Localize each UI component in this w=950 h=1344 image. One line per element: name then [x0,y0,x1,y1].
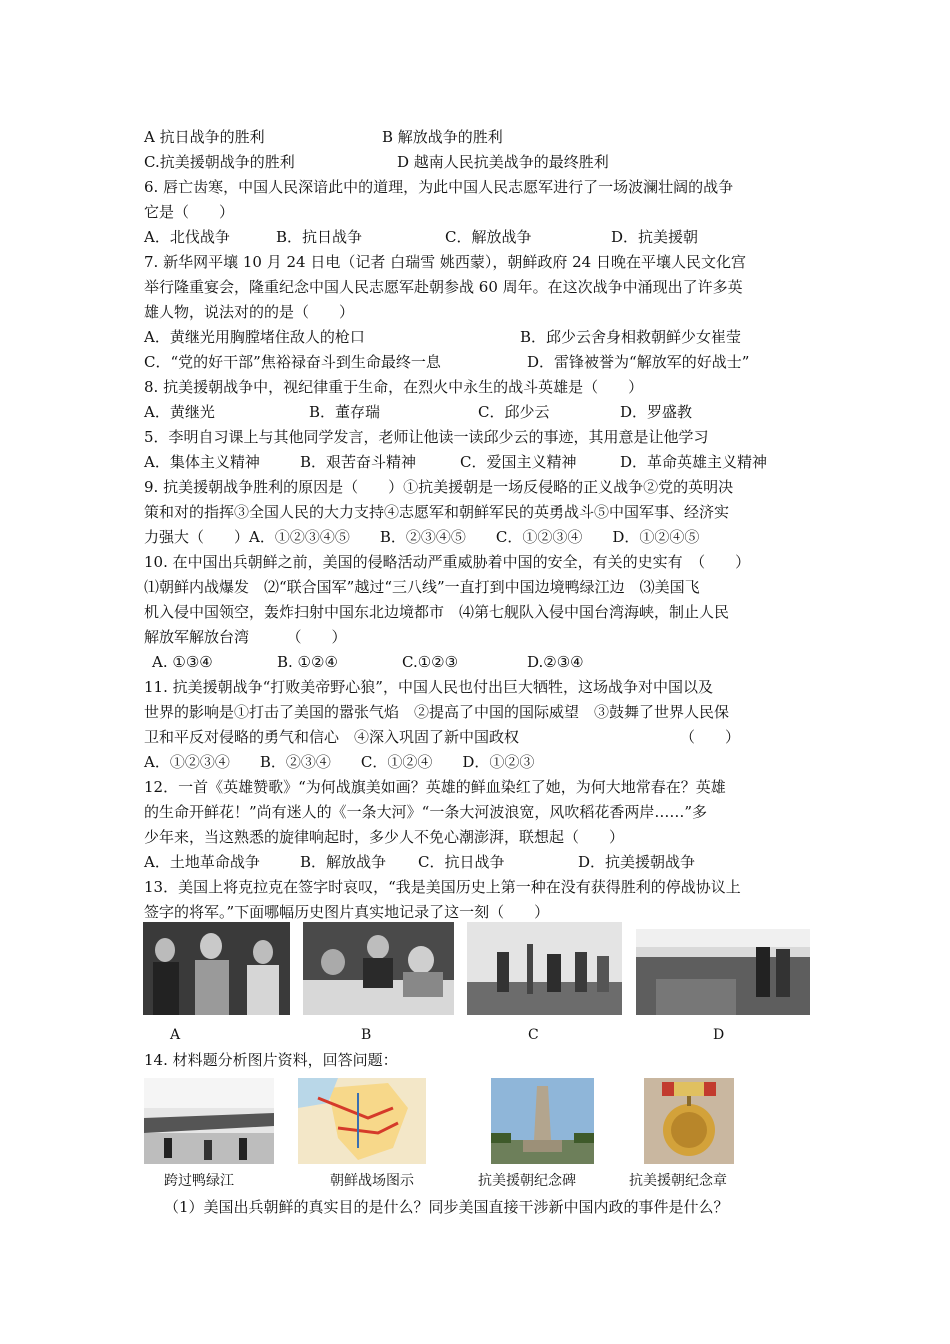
q12-option: D．抗美援朝战争 [578,853,696,871]
q7-stem: 7. 新华网平壤 10 月 24 日电（记者 白瑞雪 姚西蒙），朝鲜政府 24 日晚在平壤人民文化宫 [144,253,746,271]
q10-stem: 机入侵中国领空，轰炸扫射中国东北边境都市 ⑷第七舰队入侵中国台湾海峡，制止人民 [144,603,730,621]
q7-option-b: B．邱少云舍身相救朝鲜少女崔莹 [520,328,742,346]
q12-stem: 少年来，当这熟悉的旋律响起时，多少人不免心潮澎湃，联想起（ ） [144,828,625,846]
q12-option: B．解放战争 [300,853,387,871]
q11-options: A．①②③④ B．②③④ C．①②④ D．①②③ [144,753,535,771]
q14-stem: 14. 材料题分析图片资料，回答问题： [144,1051,398,1069]
q5-option: D．革命英雄主义精神 [620,453,768,471]
caption-crossing-yalu: 跨过鸭绿江 [164,1173,234,1189]
photo-label-a: A [170,1027,181,1043]
q7-option-d: D．雷锋被誉为“解放军的好战士” [527,353,750,371]
caption-medal: 抗美援朝纪念章 [629,1173,727,1189]
q6-option: D．抗美援朝 [611,228,699,246]
q9-stem: 策和对的指挥③全国人民的大力支持④志愿军和朝鲜军民的英勇战斗⑤中国军事、经济实 [144,503,730,521]
option-d: D 越南人民抗美战争的最终胜利 [397,153,609,171]
q11-stem: 11. 抗美援朝战争“打败美帝野心狼”，中国人民也付出巨大牺牲，这场战争对中国以及 [144,678,713,696]
photo-korea-battle-map [298,1078,426,1164]
photo-b [303,922,454,1015]
q8-option: B．董存瑞 [309,403,381,421]
q11-stem: 卫和平反对侵略的勇气和信心 ④深入巩固了新中国政权 [144,728,520,746]
q5-option: A．集体主义精神 [144,453,260,471]
q5-option: B．艰苦奋斗精神 [300,453,417,471]
photo-crossing-yalu [144,1078,274,1164]
q8-option: A．黄继光 [144,403,215,421]
q6-stem: 6. 唇亡齿寒，中国人民深谙此中的道理，为此中国人民志愿军进行了一场波澜壮阔的战争 [144,178,734,196]
q6-option: C．解放战争 [445,228,532,246]
photo-label-d: D [713,1027,725,1043]
q10-option: A. ①③④ [152,653,213,671]
q7-stem: 举行隆重宴会，隆重纪念中国人民志愿军赴朝参战 60 周年。在这次战争中涌现出了许多英 [144,278,743,296]
option-c: C.抗美援朝战争的胜利 [144,153,295,171]
q12-option: C．抗日战争 [418,853,505,871]
q10-stem: 10. 在中国出兵朝鲜之前，美国的侵略活动严重威胁着中国的安全，有关的史实有 （ ） [144,553,751,571]
photo-d [636,929,810,1015]
photo-memorial-monument [491,1078,594,1164]
q7-option-c: C．“党的好干部”焦裕禄奋斗到生命最终一息 [144,353,441,371]
q10-stem: 解放军解放台湾 （ ） [144,628,347,646]
q5-option: C．爱国主义精神 [460,453,577,471]
option-a: A 抗日战争的胜利 [144,128,265,146]
q9-stem: 力强大（ ）A．①②③④⑤ B．②③④⑤ C．①②③④ D．①②④⑤ [144,528,700,546]
q9-stem: 9. 抗美援朝战争胜利的原因是（ ）①抗美援朝是一场反侵略的正义战争②党的英明决 [144,478,734,496]
q10-option: B. ①②④ [277,653,338,671]
q11-answer-blank: （ ） [680,728,741,746]
photo-c [467,922,622,1015]
caption-battle-map: 朝鲜战场图示 [330,1173,414,1189]
q13-stem: 13．美国上将克拉克在签字时哀叹，“我是美国历史上第一种在没有获得胜利的停战协议上 [144,878,741,896]
caption-monument: 抗美援朝纪念碑 [478,1173,576,1189]
q6-option: B．抗日战争 [276,228,363,246]
q8-option: C．邱少云 [478,403,550,421]
q6-option: A．北伐战争 [144,228,230,246]
option-b: B 解放战争的胜利 [382,128,503,146]
q6-stem: 它是（ ） [144,203,235,221]
photo-memorial-medal [644,1078,734,1164]
q10-option: D.②③④ [527,653,584,671]
q14-subquestion-1: （1）美国出兵朝鲜的真实目的是什么？同步美国直接干涉新中国内政的事件是什么？ [164,1198,729,1216]
q8-option: D．罗盛教 [620,403,693,421]
q11-stem: 世界的影响是①打击了美国的嚣张气焰 ②提高了中国的国际威望 ③鼓舞了世界人民保 [144,703,730,721]
photo-label-c: C [528,1027,539,1043]
q8-stem: 8. 抗美援朝战争中，视纪律重于生命，在烈火中永生的战斗英雄是（ ） [144,378,644,396]
q13-stem: 签字的将军。”下面哪幅历史图片真实地记录了这一刻（ ） [144,903,550,921]
q12-option: A．土地革命战争 [144,853,260,871]
q7-stem: 雄人物，说法对的的是（ ） [144,303,355,321]
q10-option: C.①②③ [402,653,459,671]
q7-option-a: A．黄继光用胸膛堵住敌人的枪口 [144,328,365,346]
photo-label-b: B [361,1027,372,1043]
q12-stem: 的生命开鲜花！”尚有迷人的《一条大河》“一条大河波浪宽，风吹稻花香两岸……”多 [144,803,708,821]
photo-a [143,922,290,1015]
q12-stem: 12．一首《英雄赞歌》“为何战旗美如画？英雄的鲜血染红了她，为何大地常春在？英雄 [144,778,726,796]
q5-stem: 5．李明自习课上与其他同学发言，老师让他读一读邱少云的事迹，其用意是让他学习 [144,428,709,446]
q10-stem: ⑴朝鲜内战爆发 ⑵“联合国军”越过“三八线”一直打到中国边境鸭绿江边 ⑶美国飞 [144,578,700,596]
